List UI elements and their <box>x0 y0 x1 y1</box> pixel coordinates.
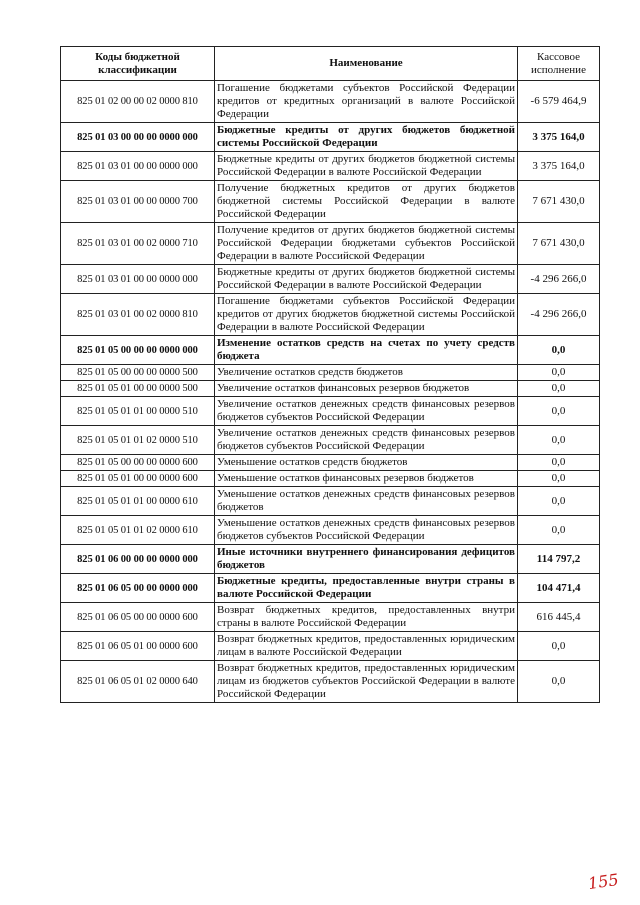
row-code: 825 01 03 01 00 02 0000 810 <box>61 294 215 336</box>
header-amount: Кассовое исполнение <box>518 47 600 81</box>
row-code: 825 01 06 00 00 00 0000 000 <box>61 545 215 574</box>
table-row <box>61 123 600 152</box>
row-amount: 0,0 <box>518 661 600 703</box>
row-code: 825 01 05 01 01 00 0000 510 <box>61 397 215 426</box>
row-code: 825 01 05 01 01 02 0000 610 <box>61 516 215 545</box>
table-row <box>61 545 600 574</box>
row-name: Возврат бюджетных кредитов, предоставленных юридическим лицам из бюджетов субъектов Российской Федерации в валюте Российской Федерации <box>215 661 518 703</box>
row-code: 825 01 06 05 01 00 0000 600 <box>61 632 215 661</box>
row-amount: 0,0 <box>518 397 600 426</box>
row-amount: 7 671 430,0 <box>518 181 600 223</box>
row-amount: -4 296 266,0 <box>518 265 600 294</box>
row-amount: 0,0 <box>518 426 600 455</box>
page-number: 155 <box>586 869 620 894</box>
row-amount: 0,0 <box>518 365 600 381</box>
row-amount: 114 797,2 <box>518 545 600 574</box>
table-row <box>61 397 600 426</box>
table-row <box>61 516 600 545</box>
row-amount: 7 671 430,0 <box>518 223 600 265</box>
row-amount: 616 445,4 <box>518 603 600 632</box>
row-code: 825 01 03 00 00 00 0000 000 <box>61 123 215 152</box>
row-amount: -4 296 266,0 <box>518 294 600 336</box>
table-row <box>61 294 600 336</box>
row-code: 825 01 05 00 00 00 0000 600 <box>61 455 215 471</box>
row-name: Бюджетные кредиты от других бюджетов бюджетной системы Российской Федерации в валюте Российской Федерации <box>215 265 518 294</box>
row-name: Погашение бюджетами субъектов Российской Федерации кредитов от других бюджетов бюджетной системы Российской Федерации в валюте Российской Федерации <box>215 294 518 336</box>
table-row <box>61 365 600 381</box>
row-name: Получение бюджетных кредитов от других бюджетов бюджетной системы Российской Федерации в валюте Российской Федерации <box>215 181 518 223</box>
row-code: 825 01 05 01 01 02 0000 510 <box>61 426 215 455</box>
row-amount: 0,0 <box>518 632 600 661</box>
table-row <box>61 181 600 223</box>
row-code: 825 01 05 01 01 00 0000 610 <box>61 487 215 516</box>
row-name: Погашение бюджетами субъектов Российской Федерации кредитов от кредитных организаций в валюте Российской Федерации <box>215 81 518 123</box>
table-row <box>61 603 600 632</box>
row-name: Бюджетные кредиты от других бюджетов бюджетной системы Российской Федерации в валюте Российской Федерации <box>215 152 518 181</box>
row-code: 825 01 03 01 00 00 0000 000 <box>61 265 215 294</box>
table-header-row <box>61 47 600 81</box>
row-amount: 104 471,4 <box>518 574 600 603</box>
budget-table <box>60 46 600 703</box>
row-amount: -6 579 464,9 <box>518 81 600 123</box>
row-name: Увеличение остатков денежных средств финансовых резервов бюджетов субъектов Российской Федерации <box>215 426 518 455</box>
table-row <box>61 471 600 487</box>
table-row <box>61 381 600 397</box>
row-name: Увеличение остатков финансовых резервов бюджетов <box>215 381 518 397</box>
row-amount: 3 375 164,0 <box>518 152 600 181</box>
table-row <box>61 336 600 365</box>
row-amount: 0,0 <box>518 455 600 471</box>
table-row <box>61 81 600 123</box>
row-amount: 0,0 <box>518 471 600 487</box>
row-name: Уменьшение остатков денежных средств финансовых резервов бюджетов субъектов Российской Федерации <box>215 516 518 545</box>
row-name: Уменьшение остатков финансовых резервов бюджетов <box>215 471 518 487</box>
header-name: Наименование <box>215 47 518 81</box>
table-row <box>61 152 600 181</box>
row-name: Получение кредитов от других бюджетов бюджетной системы Российской Федерации бюджетами субъектов Российской Федерации в валюте Российской Федерации <box>215 223 518 265</box>
row-code: 825 01 03 01 00 00 0000 700 <box>61 181 215 223</box>
row-amount: 3 375 164,0 <box>518 123 600 152</box>
row-name: Уменьшение остатков денежных средств финансовых резервов бюджетов <box>215 487 518 516</box>
row-code: 825 01 05 00 00 00 0000 000 <box>61 336 215 365</box>
row-name: Возврат бюджетных кредитов, предоставленных юридическим лицам в валюте Российской Федерации <box>215 632 518 661</box>
row-code: 825 01 03 01 00 00 0000 000 <box>61 152 215 181</box>
row-name: Бюджетные кредиты от других бюджетов бюджетной системы Российской Федерации <box>215 123 518 152</box>
table-body <box>61 81 600 703</box>
table-row <box>61 426 600 455</box>
row-name: Бюджетные кредиты, предоставленные внутри страны в валюте Российской Федерации <box>215 574 518 603</box>
row-amount: 0,0 <box>518 381 600 397</box>
row-code: 825 01 05 01 00 00 0000 600 <box>61 471 215 487</box>
row-code: 825 01 06 05 00 00 0000 000 <box>61 574 215 603</box>
row-amount: 0,0 <box>518 487 600 516</box>
row-name: Изменение остатков средств на счетах по учету средств бюджета <box>215 336 518 365</box>
table-row <box>61 487 600 516</box>
row-name: Увеличение остатков денежных средств финансовых резервов бюджетов субъектов Российской Федерации <box>215 397 518 426</box>
row-name: Возврат бюджетных кредитов, предоставленных внутри страны в валюте Российской Федерации <box>215 603 518 632</box>
row-amount: 0,0 <box>518 336 600 365</box>
table-row <box>61 574 600 603</box>
row-amount: 0,0 <box>518 516 600 545</box>
table-row <box>61 661 600 703</box>
row-code: 825 01 05 00 00 00 0000 500 <box>61 365 215 381</box>
row-code: 825 01 05 01 00 00 0000 500 <box>61 381 215 397</box>
header-code: Коды бюджетной классификации <box>61 47 215 81</box>
row-name: Иные источники внутреннего финансирования дефицитов бюджетов <box>215 545 518 574</box>
table-row <box>61 265 600 294</box>
row-code: 825 01 02 00 00 02 0000 810 <box>61 81 215 123</box>
row-code: 825 01 06 05 00 00 0000 600 <box>61 603 215 632</box>
table-row <box>61 223 600 265</box>
row-code: 825 01 06 05 01 02 0000 640 <box>61 661 215 703</box>
table-row <box>61 455 600 471</box>
table-row <box>61 632 600 661</box>
row-name: Уменьшение остатков средств бюджетов <box>215 455 518 471</box>
row-code: 825 01 03 01 00 02 0000 710 <box>61 223 215 265</box>
row-name: Увеличение остатков средств бюджетов <box>215 365 518 381</box>
